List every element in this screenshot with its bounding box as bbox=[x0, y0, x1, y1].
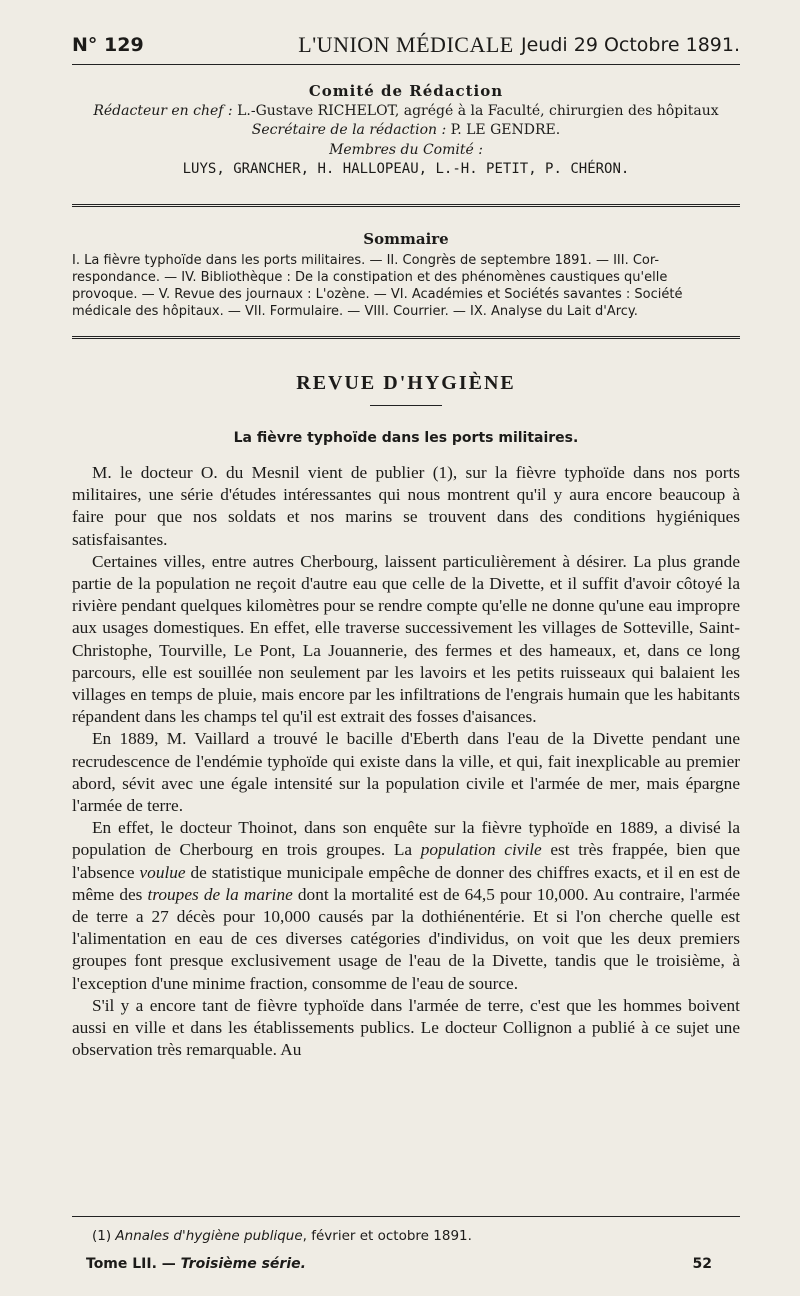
editorial-committee bbox=[72, 82, 740, 180]
secretary-line bbox=[72, 121, 740, 141]
sommaire-line: respondance. — IV. Bibliothèque : De la constipation et des phénomènes caustiques qu'elle bbox=[72, 270, 668, 285]
masthead bbox=[72, 30, 740, 64]
journal-title: L'UNION MÉDICALE bbox=[298, 32, 514, 57]
text-run: En effet, le docteur Thoinot, dans son enquête sur la fièvre typhoïde en 1889, a divisé la population de Cherbourg en trois groupes. La bbox=[72, 818, 740, 860]
secretary-role: Secrétaire de la rédaction : bbox=[251, 122, 447, 138]
footnote-rest: , février et octobre 1891. bbox=[302, 1228, 472, 1244]
volume-info bbox=[86, 1256, 306, 1272]
committee-heading: Comité de Rédaction bbox=[308, 82, 504, 100]
volume-label: Tome LII. — bbox=[86, 1256, 181, 1272]
footnote-rule bbox=[72, 1216, 740, 1217]
emphasis: population civile bbox=[420, 840, 542, 860]
chief-role: Rédacteur en chef : bbox=[93, 102, 233, 119]
paragraph: En 1889, M. Vaillard a trouvé le bacille d'Eberth dans l'eau de la Divette pendant une recrudescence de l'endémie typhoïde qui existe dans la ville, et qui, fait inexplicable au premier abord, sévit avec une égale intensité sur la population civile et l'armée de mer, mais épargne l'armée de terre. bbox=[72, 729, 740, 816]
text-run: dont la mortalité est de 64,5 pour 10,000. Au contraire, l'armée de terre a 27 décès pour 10,000 causés par la dothiénentérie. Et si l'on cherche quelle est l'alimentation en eau de ces diverses catégories d'individus, on voit que les deux premiers groupes font presque exclusivement usage de l'eau de la Divette, tandis que le troisième, à l'exception d'une minime fraction, consomme de l'eau de source. bbox=[72, 884, 741, 993]
secretary-name: P. LE GENDRE. bbox=[450, 122, 561, 138]
issue-number: N° 129 bbox=[72, 34, 144, 56]
sommaire bbox=[72, 252, 738, 320]
footnote-marker: (1) bbox=[92, 1228, 116, 1244]
paragraph bbox=[72, 817, 740, 995]
emphasis: troupes de la marine bbox=[147, 884, 293, 904]
page-number: 52 bbox=[692, 1256, 712, 1272]
chief-editor-line bbox=[72, 102, 740, 122]
paragraph: Certaines villes, entre autres Cherbourg, laissent particulièrement à désirer. La plus grande partie de la population ne reçoit d'autre eau que celle de la Divette, et il suffit d'avoir côtoyé la rivière pendant quelques kilomètres pour se rendre compte qu'elle ne donne qu'une eau impropre aux usages domestiques. En effet, elle traverse successivement les villages de Sotteville, Saint-Christophe, Tourville, Le Pont, La Jouannerie, des fermes et des hameaux, et, dans ce long parcours, elle est souillée non seulement par les lavoirs et les petits ruisseaux qui balaient les villages en temps de pluie, mais encore par les infiltrations de l'engrais humain que les habitants répandent dans les champs tel qu'il est extrait des fosses d'aisances. bbox=[72, 551, 740, 727]
members-role: Membres du Comité : bbox=[329, 141, 483, 158]
issue-date: Jeudi 29 Octobre 1891. bbox=[521, 34, 740, 56]
footnote-journal: Annales d'hygiène publique bbox=[115, 1228, 303, 1244]
section-rule bbox=[370, 405, 442, 406]
sommaire-line: I. La fièvre typhoïde dans les ports militaires. — II. Congrès de septembre 1891. — III. Cor- bbox=[72, 253, 660, 268]
paragraph: S'il y a encore tant de fièvre typhoïde dans l'armée de terre, c'est que les hommes boivent aussi en ville et dans les établissements publics. Le docteur Collignon a publié à ce sujet une observation très remarquable. Au bbox=[72, 995, 740, 1060]
sommaire-title: Sommaire bbox=[363, 230, 449, 248]
footnote bbox=[92, 1228, 732, 1244]
article-title: La fièvre typhoïde dans les ports militaires. bbox=[233, 430, 579, 446]
article-body bbox=[72, 462, 740, 1061]
page-footer bbox=[72, 1256, 740, 1276]
text-run: est très frappée, bien que l'absence bbox=[72, 840, 740, 882]
sommaire-line: provoque. — V. Revue des journaux : L'ozène. — VI. Académies et Sociétés savantes : Société bbox=[72, 287, 683, 302]
sommaire-rule bbox=[72, 336, 740, 339]
text-run: de statistique municipale empêche de donner des chiffres exacts, et il en est de même des bbox=[72, 862, 740, 904]
emphasis: voulue bbox=[139, 862, 186, 882]
paragraph: M. le docteur O. du Mesnil vient de publier (1), sur la fièvre typhoïde dans nos ports militaires, une série d'études intéressantes qui nous montrent qu'il y aura encore beaucoup à faire pour que nos soldats et nos marins se trouvent dans des conditions hygiéniques satisfaisantes. bbox=[72, 463, 740, 549]
section-title: REVUE D'HYGIÈNE bbox=[296, 372, 516, 394]
committee-rule bbox=[72, 204, 740, 207]
sommaire-line: médicale des hôpitaux. — VII. Formulaire. — VIII. Courrier. — IX. Analyse du Lait d'Arcy. bbox=[72, 304, 638, 319]
chief-name: L.-Gustave RICHELOT, agrégé à la Faculté, chirurgien des hôpitaux bbox=[237, 102, 719, 119]
series-label: Troisième série. bbox=[180, 1256, 306, 1272]
masthead-rule bbox=[72, 64, 740, 65]
members-list: LUYS, GRANCHER, H. HALLOPEAU, L.-H. PETIT, P. CHÉRON. bbox=[182, 161, 630, 177]
